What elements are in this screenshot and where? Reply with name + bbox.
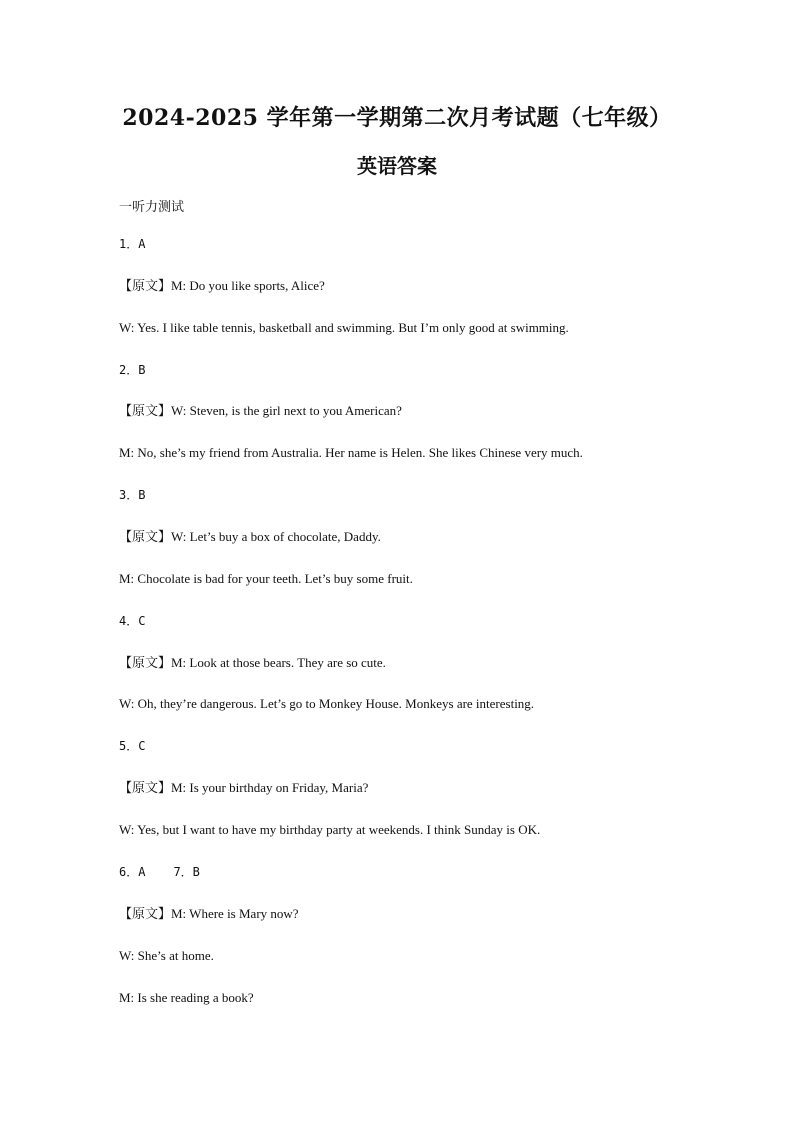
answer-1: 1．A bbox=[119, 237, 146, 251]
answer-3: 3．B bbox=[119, 488, 146, 502]
section-heading: 一听力测试 bbox=[119, 200, 185, 215]
transcript-line: M: Chocolate is bad for your teeth. Let’s buy some fruit. bbox=[119, 571, 413, 586]
transcript-line: W: Yes. I like table tennis, basketball and swimming. But I’m only good at swimming. bbox=[119, 320, 569, 335]
transcript-line: M: No, she’s my friend from Australia. Her name is Helen. She likes Chinese very much. bbox=[119, 445, 583, 460]
transcript-line: 【原文】W: Let’s buy a box of chocolate, Daddy. bbox=[119, 529, 381, 544]
transcript-line: 【原文】M: Look at those bears. They are so cute. bbox=[119, 655, 386, 670]
answer-6: 6．A bbox=[119, 865, 146, 879]
answer-7: 7．B bbox=[173, 865, 200, 879]
transcript-line: W: Yes, but I want to have my birthday party at weekends. I think Sunday is OK. bbox=[119, 822, 541, 837]
answer-6-7 bbox=[119, 862, 759, 882]
transcript-line: 【原文】M: Is your birthday on Friday, Maria? bbox=[119, 780, 369, 795]
page-subtitle: 英语答案 bbox=[357, 154, 437, 178]
answer-2: 2．B bbox=[119, 363, 146, 377]
transcript-line: M: Is she reading a book? bbox=[119, 990, 254, 1005]
transcript-line: W: She’s at home. bbox=[119, 948, 214, 963]
answer-4: 4．C bbox=[119, 614, 146, 628]
answer-5: 5．C bbox=[119, 739, 146, 753]
transcript-line: W: Oh, they’re dangerous. Let’s go to Monkey House. Monkeys are interesting. bbox=[119, 696, 535, 711]
transcript-line: 【原文】W: Steven, is the girl next to you American? bbox=[119, 403, 402, 418]
transcript-line: 【原文】M: Do you like sports, Alice? bbox=[119, 278, 325, 293]
page-title: 2024-2025 学年第一学期第二次月考试题（七年级） bbox=[122, 105, 672, 131]
transcript-line: 【原文】M: Where is Mary now? bbox=[119, 906, 299, 921]
